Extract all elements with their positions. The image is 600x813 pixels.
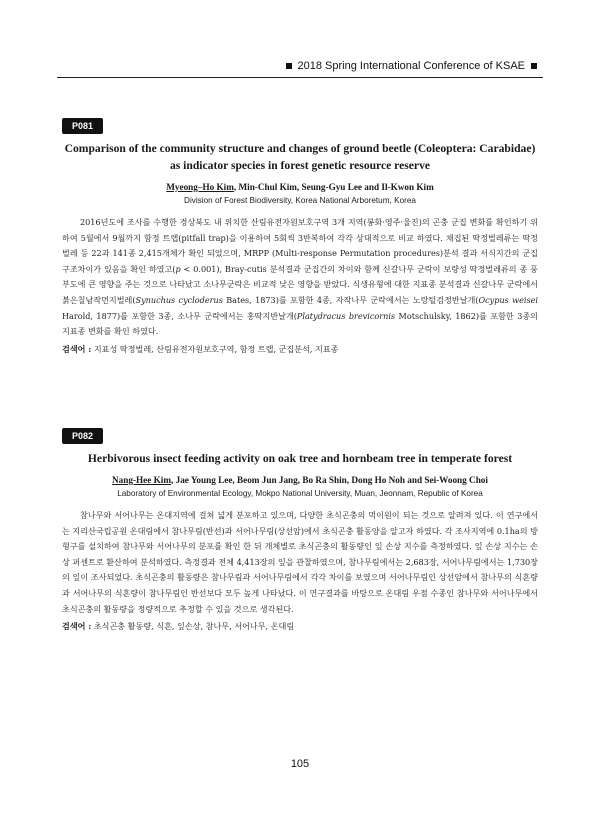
- abstract-title: [62, 450, 538, 467]
- keywords-text: 지표성 딱정벌레, 산림유전자원보호구역, 함정 트랩, 군집분석, 지표종: [91, 343, 339, 354]
- keywords-label: 검색어 :: [62, 343, 92, 354]
- abstract-id-badge: P082: [62, 428, 103, 444]
- species-name: Synuchus cycloderus: [135, 294, 223, 305]
- body-italic: p: [175, 263, 181, 274]
- author-list: [62, 182, 538, 192]
- page-number: 105: [290, 758, 310, 770]
- affiliation: Laboratory of Environmental Ecology, Mokpo National University, Muan, Jeonnam, Republic of Korea: [117, 489, 483, 498]
- body-text: Harold, 1877)를 포함한 3종, 소나무 군락에서는 홍딱지반날개(: [62, 310, 297, 321]
- body-text: Motschulsky, 1862)를 포함한 3종의 지표종 변화를 확인 하였다.: [62, 310, 538, 337]
- presenting-author: Nang-Hee Kim: [112, 475, 171, 485]
- conference-name: 2018 Spring International Conference of KSAE: [297, 60, 525, 72]
- presenting-author: Myeong–Ho Kim: [166, 182, 234, 192]
- square-bullet-icon: [286, 63, 292, 69]
- abstract-body: 참나무와 서어나무는 온대지역에 걸쳐 넓게 분포하고 있으며, 다양한 초식곤충의 먹이원이 되는 것으로 알려져 있다. 이 연구에서는 지리산국립공원 온대림에서 참나무림(반선)과 서어나무림(상선암)에서 초식곤충 활동양을 알고자 하였다. 각 조사지역에 0.1ha의 방형구를 설치하여 참나무와 서어나무의 분포를 확인 한 뒤 개체별로 초식곤충의 활동량인 잎 손상 지수를 측정하였다. 잎 손상 지수는 손상 퍼센트로 환산하여 분석하였다. 측정결과 전체 4,413장의 잎을 관찰하였으며, 참나무림에서는 2,683장, 서어나무림에서는 1,730장의 잎이 조사되었다. 초식곤충의 활동량은 참나무림과 서어나무림에서 각각 차이를 보였으며 서어나무림인 상선암에서 참나무의 식흔량과 서어나무의 식흔량이 참나무림인 반선보다 모두 높게 나타났다. 이 연구결과를 바탕으로 온대림 우점 수종인 참나무와 서어나무에서 초식곤충의 활동량을 정량적으로 추정할 수 있을 것으로 생각된다.: [62, 510, 538, 614]
- square-bullet-icon: [531, 63, 537, 69]
- abstract-p081: [62, 114, 538, 355]
- running-header: [57, 60, 543, 78]
- abstract-title-line: Herbivorous insect feeding activity on oak tree and hornbeam tree in temperate forest: [87, 452, 513, 465]
- body-text: Bates, 1873)를 포함한 4종, 자작나무 군락에서는 노랑털검정반날개(: [222, 294, 479, 305]
- abstract-p082: [62, 424, 538, 632]
- keywords-label: 검색어 :: [62, 621, 92, 632]
- species-name: Platydracus brevicornis: [296, 310, 396, 321]
- body-text: 2016년도에 조사를 수행한 경상북도 내 위치한 산림유전자원보호구역 3개 지역(봉화·영주·울진)의 곤충 군집 변화를 확인하기 위하여 5월에서 9월까지 함정 트랩(pitfall trap)을 이용하여 5회씩 3반복하여 각각 상대적으로 비교 하였다. 채집된 딱정벌레류는 딱정벌레 등 22과 141종 2,415개체가 확인 되었으며, MRPP (Multi-response Permutation procedures)분석 결과 서식지간의 군집구조차이가 있음을 확인 하였고(: [62, 217, 538, 274]
- species-name: Ocypus weisei: [478, 294, 538, 305]
- keywords-text: 초식곤충 활동량, 식흔, 잎손상, 참나무, 서어나무, 온대림: [91, 621, 295, 632]
- abstract-id-badge: P081: [62, 118, 103, 134]
- author-list: [62, 475, 538, 485]
- keywords-line: [62, 621, 538, 632]
- affiliation: Division of Forest Biodiversity, Korea National Arboretum, Korea: [184, 196, 416, 205]
- keywords-line: [62, 344, 538, 355]
- abstract-title: [62, 140, 538, 174]
- co-authors: , Min-Chul Kim, Seung-Gyu Lee and Il-Kwon Kim: [233, 182, 434, 192]
- abstract-title-line: Comparison of the community structure and changes of ground beetle (Coleoptera: Carabidae): [64, 142, 536, 155]
- body-text: < 0.001), Bray-cutis 분석결과 군집간의 차이와 함께 신갈나무 군락이 보량성 딱정벌레류의 종 풍부도에 큰 영향을 주는 것으로 나타났고 소나무군락은 비교적 낮은 영향을 받았다. 식생유형에 대한 지표종 분석결과 신갈나무 군락에서 붉은칠남작먼지벌레(: [62, 263, 538, 305]
- abstract-title-line: as indicator species in forest genetic resource reserve: [169, 159, 431, 172]
- co-authors: , Jae Young Lee, Beom Jun Jang, Bo Ra Shin, Dong Ho Noh and Sei-Woong Choi: [171, 475, 488, 485]
- abstract-body: [62, 215, 538, 340]
